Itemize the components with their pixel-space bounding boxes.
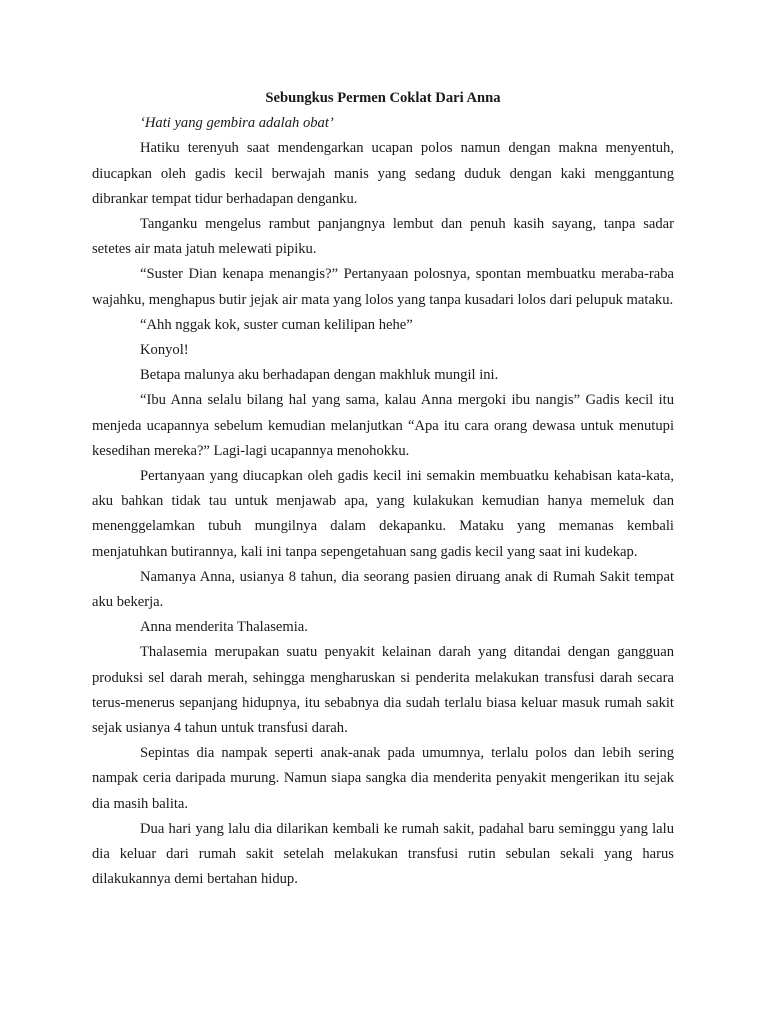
- paragraph: Sepintas dia nampak seperti anak-anak pada umumnya, terlalu polos dan lebih sering nampak ceria daripada murung. Namun siapa sangka dia menderita penyakit mengerikan itu sejak dia masih balita.: [92, 745, 674, 812]
- paragraph: Namanya Anna, usianya 8 tahun, dia seorang pasien diruang anak di Rumah Sakit tempat aku bekerja.: [92, 568, 674, 611]
- paragraph: Pertanyaan yang diucapkan oleh gadis kecil ini semakin membuatku kehabisan kata-kata, aku bahkan tidak tau untuk menjawab apa, yang kulakukan kemudian hanya memeluk dan menenggelamkan tubuh mungilnya dalam dekapanku. Mataku yang memanas kembali menjatuhkan butirannya, kali ini tanpa sepengetahuan sang gadis kecil yang saat ini kudekap.: [92, 468, 674, 560]
- document-title: Sebungkus Permen Coklat Dari Anna: [265, 90, 501, 106]
- paragraph: Tanganku mengelus rambut panjangnya lembut dan penuh kasih sayang, tanpa sadar setetes air mata jatuh melewati pipiku.: [92, 216, 674, 258]
- paragraph: Anna menderita Thalasemia.: [140, 619, 308, 636]
- paragraph: “Ahh nggak kok, suster cuman kelilipan hehe”: [140, 316, 413, 333]
- epigraph: ‘Hati yang gembira adalah obat’: [140, 115, 334, 132]
- paragraph: Thalasemia merupakan suatu penyakit kelainan darah yang ditandai dengan gangguan produksi sel darah merah, sehingga mengharuskan si penderita melakukan transfusi darah secara terus-menerus sepanjang hidupnya, itu sebabnya dia sudah terlalu biasa keluar masuk rumah sakit sejak usianya 4 tahun untuk transfusi darah.: [92, 644, 674, 737]
- paragraph: Betapa malunya aku berhadapan dengan makhluk mungil ini.: [140, 367, 499, 384]
- paragraph: Hatiku terenyuh saat mendengarkan ucapan polos namun dengan makna menyentuh, diucapkan oleh gadis kecil berwajah manis yang sedang duduk dengan kaki menggantung dibrankar tempat tidur berhadapan denganku.: [92, 140, 674, 207]
- paragraph: Konyol!: [140, 342, 189, 359]
- paragraph: “Ibu Anna selalu bilang hal yang sama, kalau Anna mergoki ibu nangis” Gadis kecil itu menjeda ucapannya sebelum kemudian melanjutkan “Apa itu cara orang dewasa untuk menutupi kesedihan mereka?” Lagi-lagi ucapannya menohokku.: [92, 392, 674, 459]
- document-page: [92, 86, 674, 893]
- paragraph: Dua hari yang lalu dia dilarikan kembali ke rumah sakit, padahal baru seminggu yang lalu dia keluar dari rumah sakit setelah melakukan transfusi rutin sebulan sekali yang harus dilakukannya demi bertahan hidup.: [92, 820, 674, 888]
- paragraph: “Suster Dian kenapa menangis?” Pertanyaan polosnya, spontan membuatku meraba-raba wajahku, menghapus butir jejak air mata yang lolos yang tanpa kusadari lolos dari pelupuk mataku.: [92, 266, 674, 308]
